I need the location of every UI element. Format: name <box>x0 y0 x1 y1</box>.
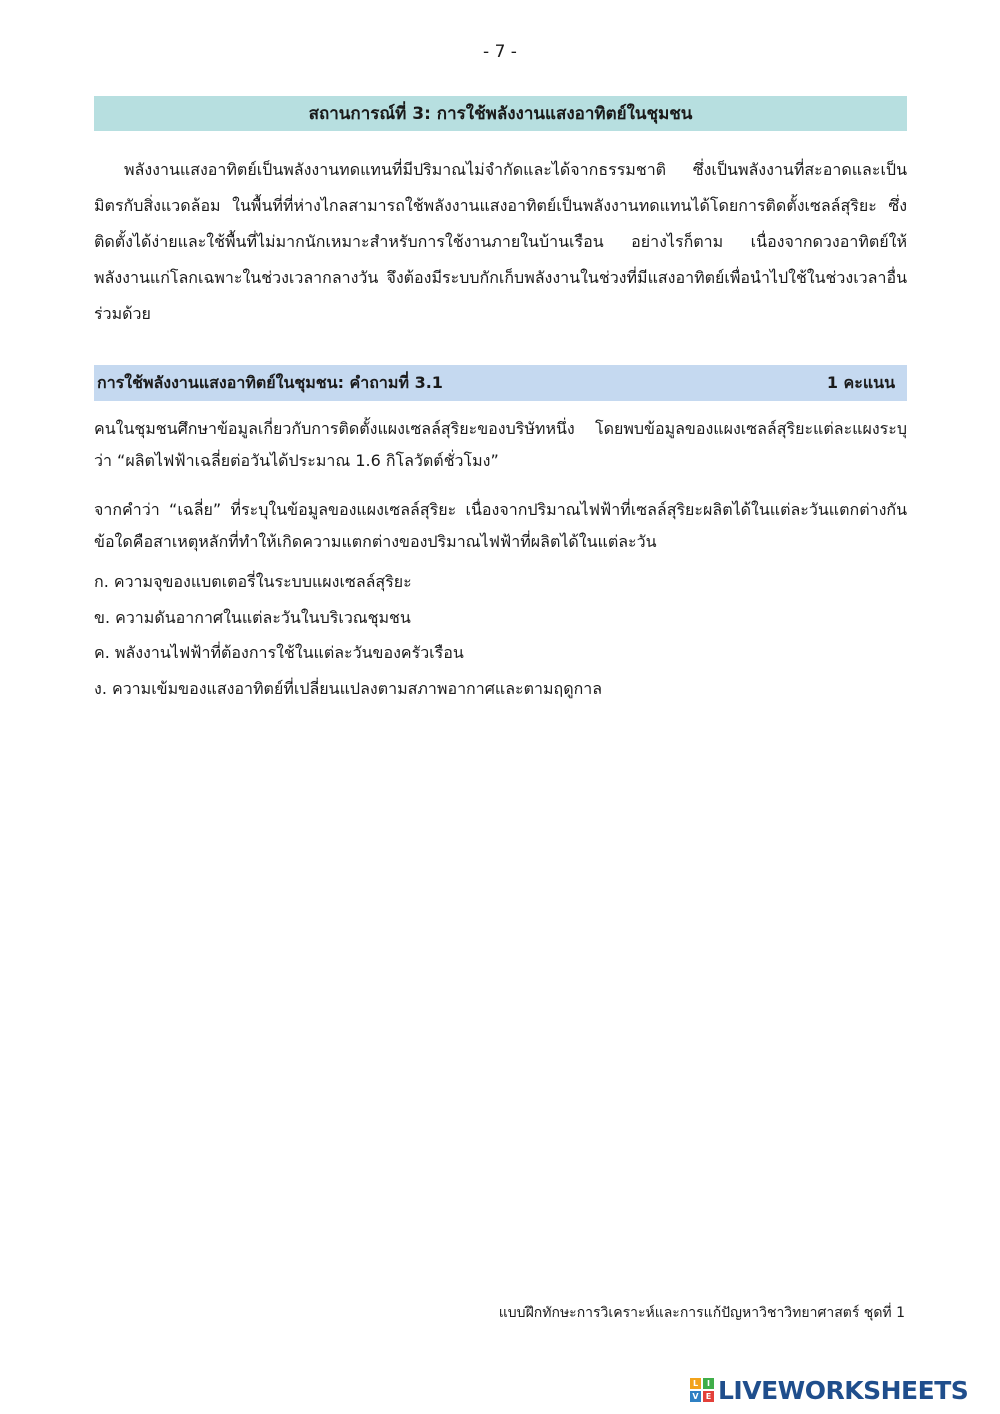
scenario-intro-paragraph: พลังงานแสงอาทิตย์เป็นพลังงานทดแทนที่มีปริมาณไม่จำกัดและได้จากธรรมชาติ ซึ่งเป็นพลังงานที่สะอาดและเป็นมิตรกับสิ่งแวดล้อม ในพื้นที่ที่ห่างไกลสามารถใช้พลังงานแสงอาทิตย์เป็นพลังงานทดแทนได้โดยการติดตั้งเซลล์สุริยะ ซึ่งติดตั้งได้ง่ายและใช้พื้นที่ไม่มากนักเหมาะสำหรับการใช้งานภายในบ้านเรือน อย่างไรก็ตาม เนื่องจากดวงอาทิตย์ให้พลังงานแก่โลกเฉพาะในช่วงเวลากลางวัน จึงต้องมีระบบกักเก็บพลังงานในช่วงที่มีแสงอาทิตย์เพื่อนำไปใช้ในช่วงเวลาอื่นร่วมด้วย <box>94 160 907 323</box>
question-header-banner <box>94 365 907 401</box>
answer-options-list <box>94 564 907 706</box>
brand-name: LIVEWORKSHEETS <box>718 1375 969 1405</box>
scenario-title: สถานการณ์ที่ 3: การใช้พลังงานแสงอาทิตย์ในชุมชน <box>308 104 693 124</box>
answer-option-d[interactable]: ง. ความเข้มของแสงอาทิตย์ที่เปลี่ยนแปลงตามสภาพอากาศและตามฤดูกาล <box>94 678 603 698</box>
answer-option-b[interactable]: ข. ความดันอากาศในแต่ละวันในบริเวณชุมชน <box>94 607 411 627</box>
answer-option-a[interactable]: ก. ความจุของแบตเตอรี่ในระบบแผงเซลล์สุริยะ <box>94 572 412 591</box>
question-context-paragraph: คนในชุมชนศึกษาข้อมูลเกี่ยวกับการติดตั้งแผงเซลล์สุริยะของบริษัทหนึ่ง โดยพบข้อมูลของแผงเซลล์สุริยะแต่ละแผงระบุว่า “ผลิตไฟฟ้าเฉลี่ยต่อวันได้ประมาณ 1.6 กิโลวัตต์ชั่วโมง” <box>94 419 907 470</box>
answer-option-c[interactable]: ค. พลังงานไฟฟ้าที่ต้องการใช้ในแต่ละวันของครัวเรือน <box>94 643 464 662</box>
question-title: การใช้พลังงานแสงอาทิตย์ในชุมชน: คำถามที่ 3.1 <box>97 372 443 392</box>
live-icon-letter-e: E <box>703 1391 714 1402</box>
live-grid-icon <box>690 1378 714 1402</box>
question-score: 1 คะแนน <box>826 372 895 392</box>
live-icon-letter-v: V <box>690 1391 701 1402</box>
question-prompt-paragraph: จากคำว่า “เฉลี่ย” ที่ระบุในข้อมูลของแผงเซลล์สุริยะ เนื่องจากปริมาณไฟฟ้าที่เซลล์สุริยะผลิตได้ในแต่ละวันแตกต่างกัน ข้อใดคือสาเหตุหลักที่ทำให้เกิดความแตกต่างของปริมาณไฟฟ้าที่ผลิตได้ในแต่ละวัน <box>94 500 907 551</box>
scenario-title-banner <box>94 96 907 131</box>
live-icon-letter-l: L <box>690 1378 701 1389</box>
page-number: - 7 - <box>483 42 517 62</box>
liveworksheets-logo[interactable] <box>690 1373 968 1407</box>
live-icon-letter-i: I <box>703 1378 714 1389</box>
footer-series-title: แบบฝึกทักษะการวิเคราะห์และการแก้ปัญหาวิชาวิทยาศาสตร์ ชุดที่ 1 <box>498 1305 905 1321</box>
